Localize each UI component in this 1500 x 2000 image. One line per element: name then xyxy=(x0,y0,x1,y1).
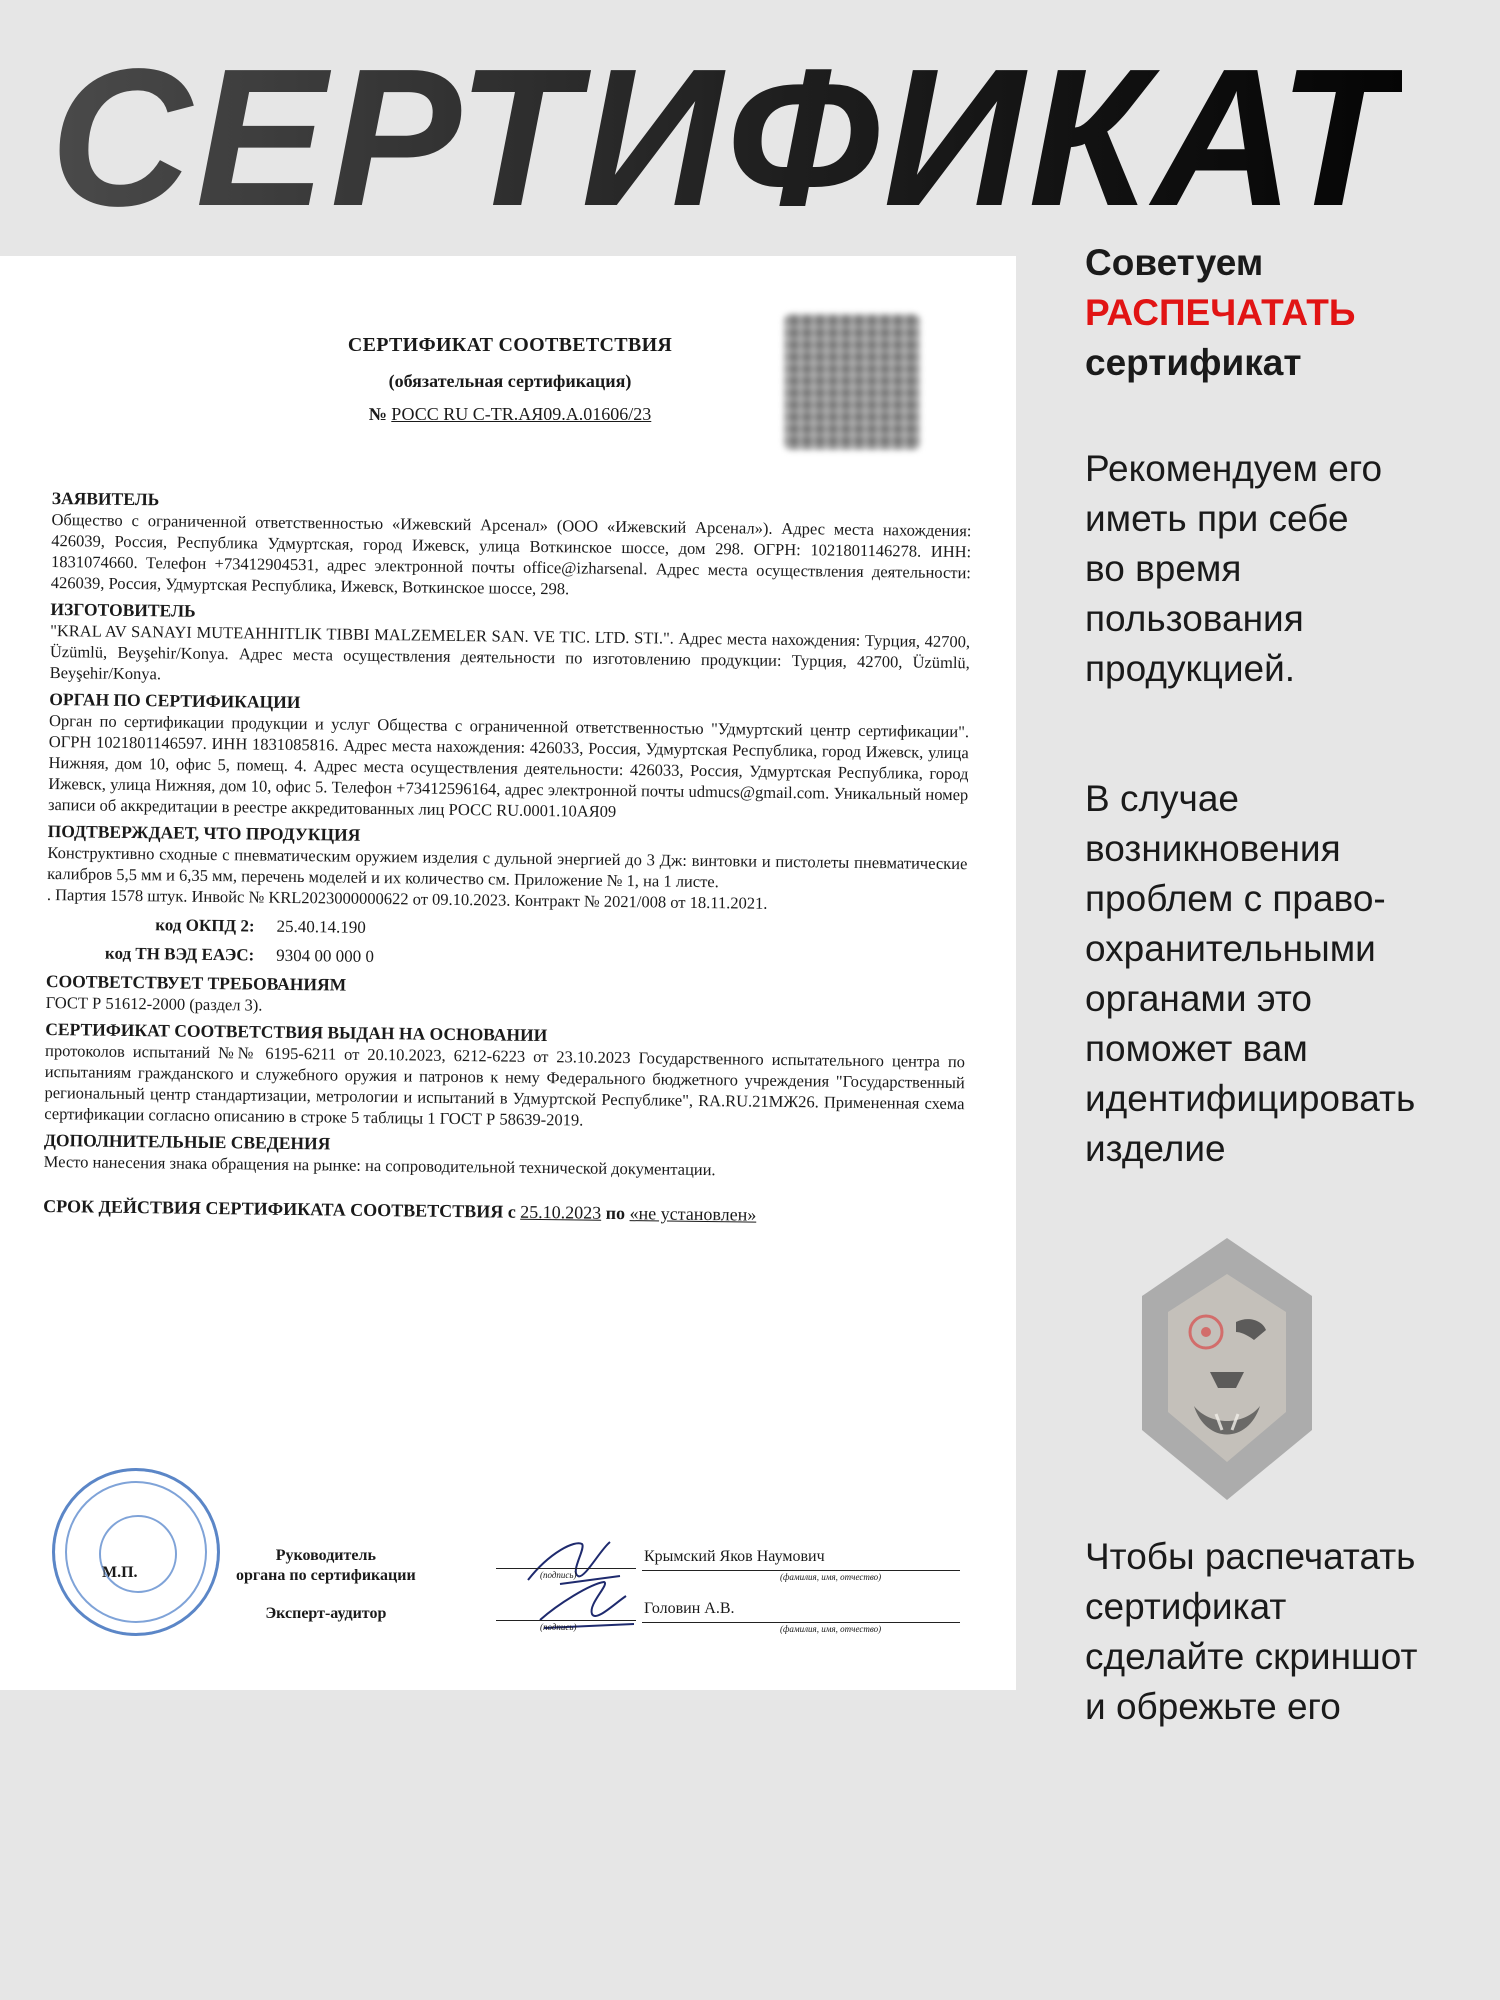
validity-to: «не установлен» xyxy=(629,1203,757,1225)
tip-line: сделайте скриншот xyxy=(1085,1636,1418,1677)
section-text: Орган по сертификации продукции и услуг Общества с ограниченной ответственностью "Удмуртский центр сертификации". ОГРН 1021801146597. ИНН 1831085816. Адрес места нахождения: 426033, Россия, Удмуртская Республика, город Ижевск, улица Нижняя, дом 10, офис 5, помещ. 4. Адрес места осуществления деятельности: 426033, Россия, Удмуртская Республика, город Ижевск, улица Нижняя, дом 10, офис 5. Телефон +73412596164, адрес электронной почты udmucs@gmail.com. Уникальный номер записи об аккредитации в реестре аккредитованных лиц РОСС RU.0001.10АЯ09 xyxy=(47,710,970,821)
tip-line: поможет вам xyxy=(1085,1028,1308,1069)
section-heading: СЕРТИФИКАТ СООТВЕТСТВИЯ ВЫДАН НА ОСНОВАНИИ xyxy=(45,1018,548,1046)
section-heading: ИЗГОТОВИТЕЛЬ xyxy=(50,598,196,621)
tip-line: органами это xyxy=(1085,978,1312,1019)
signer-name-2: Головин А.В. xyxy=(644,1600,735,1617)
tip-line: проблем с право- xyxy=(1085,878,1386,919)
signature-line xyxy=(496,1568,636,1569)
code-value: 9304 00 000 0 xyxy=(276,945,375,966)
section-text: Общество с ограниченной ответственностью «Ижевский Арсенал» (ООО «Ижевский Арсенал»). Адрес места нахождения: 426039, Россия, Республика Удмуртская, город Ижевск, улица Воткинское шоссе, дом 298. ОГРН: 1021801146278. ИНН: 1831074660. Телефон +73412904531, адрес электронной почты office@izharsenal. Адрес места осуществления деятельности: 426039, Россия, Удмуртская Республика, Ижевск, Воткинское шоссе, 298. xyxy=(50,509,972,599)
stamp-mark: М.П. xyxy=(102,1564,138,1581)
section-manufacturer xyxy=(50,599,971,694)
sidebar-tip-screenshot xyxy=(1085,1532,1485,1732)
code-value: 25.40.14.190 xyxy=(276,916,366,937)
batch-info: . Партия 1578 штук. Инвойс № KRL2023000000622 от 09.10.2023. Контракт № 2021/008 от 18.11.2021. xyxy=(46,884,768,913)
role-head-org: органа по сертификации xyxy=(236,1567,416,1584)
tip-line: Советуем xyxy=(1085,242,1264,283)
name-caption: (фамилия, имя, отчество) xyxy=(780,1572,882,1582)
tip-line: сертификат xyxy=(1085,342,1302,383)
validity-mid: по xyxy=(605,1202,626,1224)
section-text: "KRAL AV SANAYI MUTEAHHITLIK TIBBI MALZEMELER SAN. VE TIC. LTD. STI.". Адрес места нахождения: Турция, 42700, Üzümlü, Beyşehir/Konya. Адрес места осуществления деятельности по изготовлению продукции: Турция, 42700, Üzümlü, Beyşehir/Konya. xyxy=(49,620,971,684)
number-value: РОСС RU С-TR.АЯ09.А.01606/23 xyxy=(391,404,652,424)
section-heading: ОРГАН ПО СЕРТИФИКАЦИИ xyxy=(49,688,301,713)
signer-roles xyxy=(236,1546,416,1624)
name-caption: (фамилия, имя, отчество) xyxy=(780,1624,882,1634)
section-text: Конструктивно сходные с пневматическим оружием изделия с дульной энергией до 3 Дж: винтовки и пистолеты пневматические калибров 5,5 мм и 6,35 мм, перечень моделей и их количество см. Приложение № 1, на 1 листе. xyxy=(47,842,968,892)
certificate-body xyxy=(43,482,972,1228)
certification-stamp-icon xyxy=(52,1468,220,1636)
section-text: ГОСТ Р 51612-2000 (раздел 3). xyxy=(45,992,263,1015)
tip-line: продукцией. xyxy=(1085,648,1296,689)
signature-caption: (подпись) xyxy=(540,1622,577,1632)
section-requirements xyxy=(46,971,966,1024)
tip-line: охранительными xyxy=(1085,928,1376,969)
tip-line: и обрежьте его xyxy=(1085,1686,1341,1727)
tip-line: Рекомендуем его xyxy=(1085,448,1383,489)
certificate-number xyxy=(300,404,720,425)
signature-line xyxy=(496,1620,636,1621)
tip-line: пользования xyxy=(1085,598,1304,639)
validity-period xyxy=(43,1196,963,1228)
lion-head-logo-icon xyxy=(1136,1234,1318,1504)
validity-from: 25.10.2023 xyxy=(520,1201,602,1223)
certificate-title: СЕРТИФИКАТ СООТВЕТСТВИЯ xyxy=(347,334,673,356)
section-heading: ДОПОЛНИТЕЛЬНЫЕ СВЕДЕНИЯ xyxy=(43,1129,331,1154)
certificate-document xyxy=(0,256,1016,1690)
role-head: Руководитель xyxy=(275,1547,376,1564)
tip-line: Чтобы распечатать xyxy=(1085,1536,1416,1577)
number-prefix: № xyxy=(368,404,387,424)
tip-line: изделие xyxy=(1085,1128,1226,1169)
tip-line: идентифицировать xyxy=(1085,1078,1416,1119)
tip-line-accent: РАСПЕЧАТАТЬ xyxy=(1085,292,1356,333)
code-label: код ОКПД 2: xyxy=(155,915,255,936)
tip-line: иметь при себе xyxy=(1085,498,1349,539)
section-certification-body xyxy=(48,689,969,826)
signature-caption: (подпись) xyxy=(540,1570,577,1580)
certificate-subtitle: (обязательная сертификация) xyxy=(388,371,632,391)
tip-line: возникновения xyxy=(1085,828,1341,869)
role-expert: Эксперт-аудитор xyxy=(265,1605,387,1622)
validity-prefix: СРОК ДЕЙСТВИЯ СЕРТИФИКАТА СООТВЕТСТВИЯ с xyxy=(43,1195,516,1222)
section-product xyxy=(47,821,968,916)
code-label: код ТН ВЭД ЕАЭС: xyxy=(104,943,255,965)
tip-line: В случае xyxy=(1085,778,1239,819)
qr-code-icon xyxy=(784,314,920,450)
certificate-header xyxy=(300,334,720,425)
section-heading: ЗАЯВИТЕЛЬ xyxy=(51,487,160,510)
sidebar-tip-print xyxy=(1085,238,1485,388)
section-text: Место нанесения знака обращения на рынке: на сопроводительной технической документации. xyxy=(43,1151,716,1180)
section-applicant xyxy=(51,488,972,604)
section-basis xyxy=(44,1019,965,1135)
tnved-code-row xyxy=(46,942,966,974)
sidebar-tip-police xyxy=(1085,774,1485,1174)
signer-name-1: Крымский Яков Наумович xyxy=(644,1548,825,1565)
section-heading: ПОДТВЕРЖДАЕТ, ЧТО ПРОДУКЦИЯ xyxy=(47,820,361,845)
section-additional xyxy=(44,1130,964,1183)
name-line xyxy=(642,1622,960,1623)
name-line xyxy=(642,1570,960,1571)
section-text: протоколов испытаний №№ 6195-6211 от 20.10.2023, 6212-6223 от 23.10.2023 Государственного испытательного центра по испытаниям гражданского и служебного оружия и патронов к нему Федерального бюджетного учреждения "Государственный региональный центр стандартизации, метрологии и испытаний в Удмуртской Республике", RA.RU.21МЖ26. Примененная схема сертификации согласно описанию в строке 5 таблицы 1 ГОСТ Р 58639-2019. xyxy=(44,1040,966,1130)
sidebar-tip-carry xyxy=(1085,444,1485,694)
tip-line: сертификат xyxy=(1085,1586,1287,1627)
okpd-code-row xyxy=(46,913,966,945)
section-heading: СООТВЕТСТВУЕТ ТРЕБОВАНИЯМ xyxy=(45,970,347,995)
page-headline: СЕРТИФИКАТ xyxy=(50,28,1403,247)
tip-line: во время xyxy=(1085,548,1242,589)
